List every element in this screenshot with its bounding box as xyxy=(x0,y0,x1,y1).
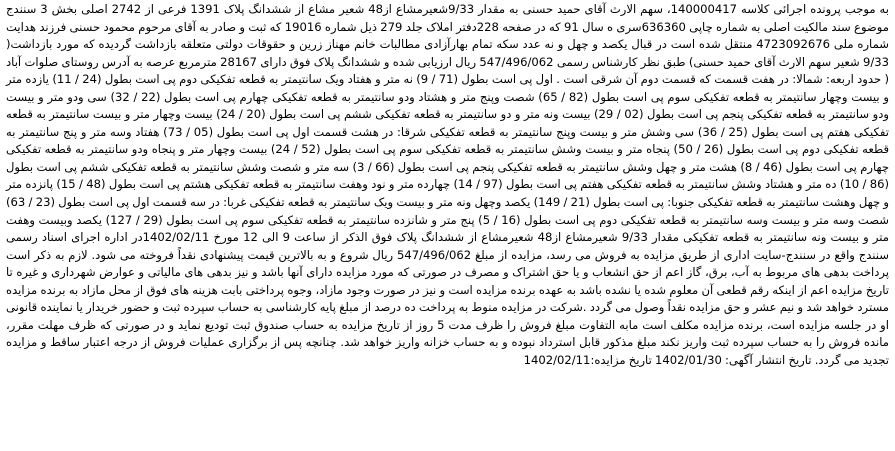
auction-notice-text: به موجب پرونده اجرائی کلاسه 140000417، سهم الارث آقای حمید حسنی به مقدار 9/33شعیرمشاع از48 شعیر مشاع از ششدانگ پلاک 1391 فرعی از 2742 اصلی بخش 3 سنندج موضوع سند مالکیت اصلی به شماره چاپی 636360سری ه سال 91 که در صفحه 228دفتر املاک جلد 279 ذیل شماره 19016 که ثبت و صادر به آقای مرحوم محمود حسنی فرزند هدایت شماره ملی 4723092676 منتقل شده است در قبال یکصد و چهل و نه عدد سکه تمام بهارآزادی مطالبات خانم مهناز زرین و حقوقات دولتی متعلقه بازداشت گردیده که مورد بازداشت( 9/33 شعیر سهم الارث آقای حمید حسنی) طبق نظر کارشناس رسمی 547/496/062 ریال ارزیابی شده و ششدانگ پلاک فوق دارای 28167 مترمربع عرصه به آدرس روستای صلوات آباد ( حدود اربعه: شمالا: در هفت قسمت که قسمت دوم آن شرقی است . اول پی است بطول (71 / 9) نه متر و هفتاد ویک سانتیمتر به قطعه تفکیکی دوم پی است بطول (24 / 11) یازده متر و بیست وچهار سانتیمتر به قطعه تفکیکی سوم پی است بطول (82 / 65) شصت وپنج متر و هشتاد ودو سانتیمتر به قطعه تفکیکی چهارم پی است بطول (22 / 32) سی ودو متر و بیست ودو سانتیمتر به قطعه تفکیکی پنجم پی است بطول (02 / 29) بیست ونه متر و دو سانتیمتر به قطعه تفکیکی ششم پی است بطول (20 / 24) بیست وچهار متر و بیست سانتیمتر به قطعه تفکیکی هفتم پی است بطول (25 / 36) سی وشش متر و بیست وپنج سانتیمتر به قطعه تفکیکی شرقا: در هشت قسمت اول پی است بطول (05 / 73) هفتاد وسه متر و پنج سانتیمتر به قطعه تفکیکی دوم پی است بطول (26 / 50) پنجاه متر و بیست وشش سانتیمتر به قطعه تفکیکی سوم پی است بطول (52 / 24) بیست وچهار متر و پنجاه ودو سانتیمتر به قطعه تفکیکی چهارم پی است بطول (46 / 8) هشت متر و چهل وشش سانتیمتر به قطعه تفکیکی پنجم پی است بطول (66 / 3) سه متر و شصت وشش سانتیمتر به قطعه تفکیکی ششم پی است بطول (86 / 10) ده متر و هشتاد وشش سانتیمتر به قطعه تفکیکی هفتم پی است بطول (97 / 14) چهارده متر و نود وهفت سانتیمتر به قطعه تفکیکی هشتم پی است بطول (48 / 15) پانزده متر و چهل وهشت سانتیمتر به قطعه تفکیکی جنوبا: پی است بطول (21 / 149) یکصد وچهل ونه متر و بیست ویک سانتیمتر به قطعه تفکیکی غربا: در سه قسمت اول پی است بطول (23 / 63) شصت وسه متر و بیست وسه سانتیمتر به قطعه تفکیکی دوم پی است بطول (16 / 5) پنج متر و شانزده سانتیمتر به قطعه تفکیکی سوم پی است بطول (29 / 127) یکصد وبیست وهفت متر و بیست ونه سانتیمتر به قطعه تفکیکی مقدار 9/33 شعیرمشاع از48 شعیرمشاع از ششدانگ پلاک فوق الذکر از ساعت 9 الی 12 مورخ 1402/02/11در اداره اجرای اسناد رسمی سنندج واقع در سنندج-سایت اداری از طریق مزایده به فروش می رسد، مزایده از مبلغ 547/496/062 ریال شروع و به بالاترین قیمت پیشنهادی نقداً فروخته می شود. لازم به ذکر است پرداخت بدهی های مربوط به آب، برق، گاز اعم از حق انشعاب و یا حق اشتراک و مصرف در صورتی که مورد مزایده دارای آنها باشد و نیز بدهی های مالیاتی و عوارض شهرداری و غیره تا تاریخ مزایده اعم از اینکه رقم قطعی آن معلوم شده یا نشده باشد به عهده برنده مزایده است و نیز در صورت وجود مازاد، وجوه پرداختی بابت هزینه های فوق از محل مازاد به برنده مزایده مسترد خواهد شد و نیم عشر و حق مزایده نقداً وصول می گردد .شرکت در مزایده منوط به پرداخت ده درصد از مبلغ پایه کارشناسی به حساب سپرده ثبت و حضور خریدار یا نماینده قانونی او در جلسه مزایده است، برنده مزایده مکلف است مابه التفاوت مبلغ فروش را ظرف مدت 5 روز از تاریخ مزایده به حساب صندوق ثبت تودیع نماید و در صورتی که ظرف مهلت مقرر، مانده فروش را به حساب سپرده ثبت واریز نکند مبلغ مذکور قابل استرداد نبوده و به حساب خزانه واریز خواهد شد. چنانچه پس از برگزاری عملیات فروش از درجه اعتبار ساقط و مزایده تجدید می گردد. تاریخ انتشار آگهی: 1402/01/30 تاریخ مزایده:1402/02/11 xyxy=(6,2,890,367)
